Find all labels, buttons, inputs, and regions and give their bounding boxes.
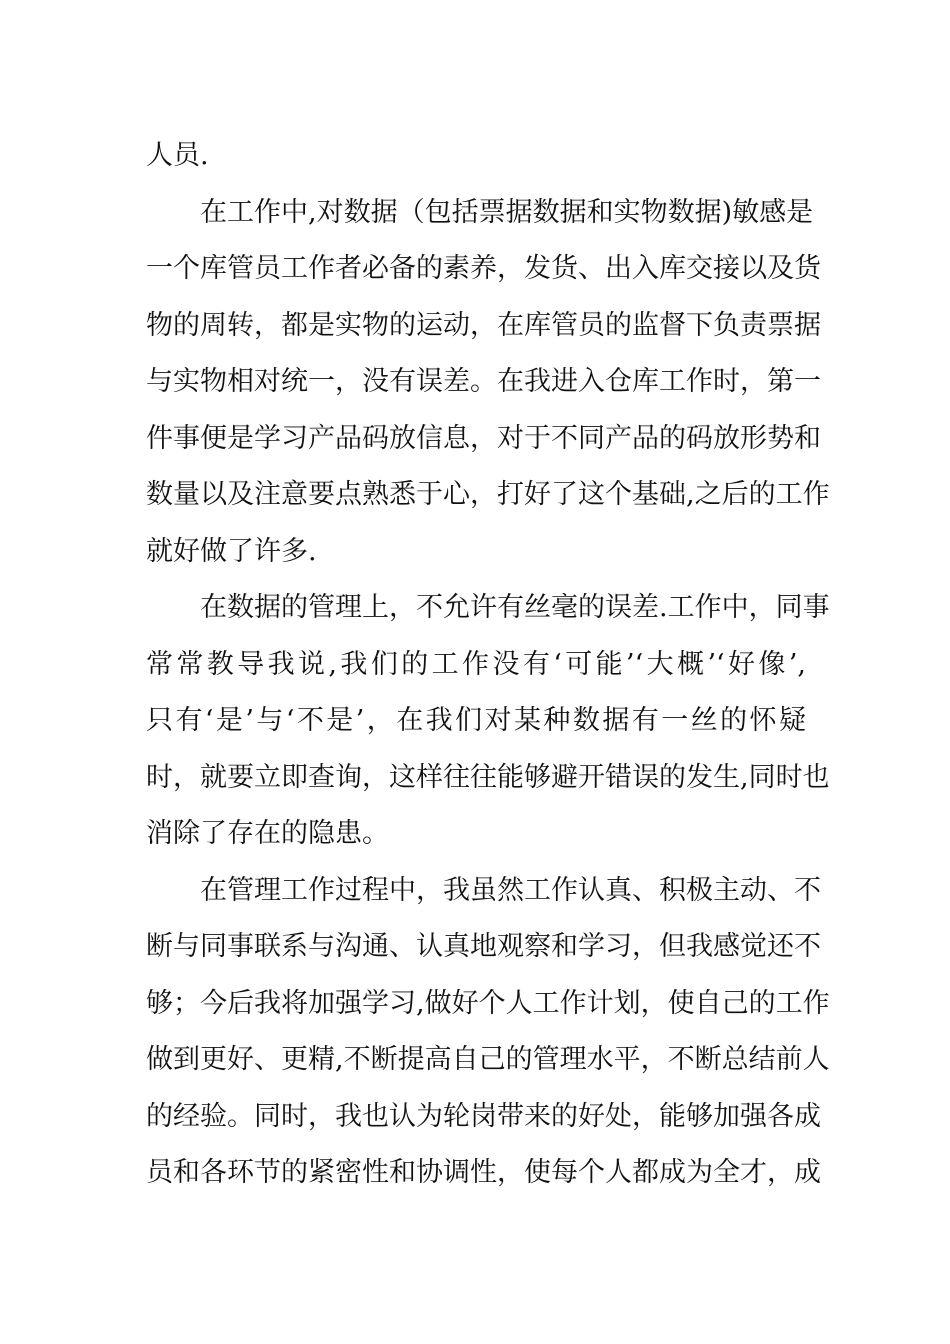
text-line: 做到更好、更精,不断提高自己的管理水平，不断总结前人 (146, 1044, 830, 1075)
text-line: 人员. (146, 140, 209, 171)
text-line: 只有‘是’与‘不是’，在我们对某种数据有一丝的怀疑 (146, 705, 806, 736)
text-line: 物的周转，都是实物的运动，在库管员的监督下负责票据 (146, 309, 821, 341)
text-line: 件事便是学习产品码放信息，对于不同产品的码放形势和 (146, 422, 821, 454)
text-line: 数量以及注意要点熟悉于心，打好了这个基础,之后的工作 (146, 479, 830, 510)
text-line: 常常教导我说,我们的工作没有‘可能’‘大概’‘好像’, (146, 648, 806, 680)
document-body (146, 128, 830, 1202)
text-line: 在管理工作过程中，我虽然工作认真、积极主动、不 (200, 874, 821, 906)
text-line: 与实物相对统一，没有误差。在我进入仓库工作时，第一 (146, 366, 821, 397)
text-line: 员和各环节的紧密性和协调性，使每个人都成为全才，成 (146, 1157, 821, 1188)
text-line: 够；今后我将加强学习,做好个人工作计划，使自己的工作 (146, 987, 830, 1019)
text-line: 就好做了许多. (146, 535, 317, 567)
text-line: 的经验。同时，我也认为轮岗带来的好处，能够加强各成 (146, 1100, 821, 1132)
text-line: 消除了存在的隐患。 (146, 818, 389, 849)
text-line: 在数据的管理上，不允许有丝毫的误差.工作中，同事 (200, 592, 830, 623)
text-line: 时，就要立即查询，这样往往能够避开错误的发生,同时也 (146, 761, 830, 793)
text-line: 在工作中,对数据（包括票据数据和实物数据)敏感是 (200, 196, 814, 228)
text-line: 一个库管员工作者必备的素养，发货、出入库交接以及货 (146, 253, 821, 284)
text-line: 断与同事联系与沟通、认真地观察和学习，但我感觉还不 (146, 931, 821, 962)
